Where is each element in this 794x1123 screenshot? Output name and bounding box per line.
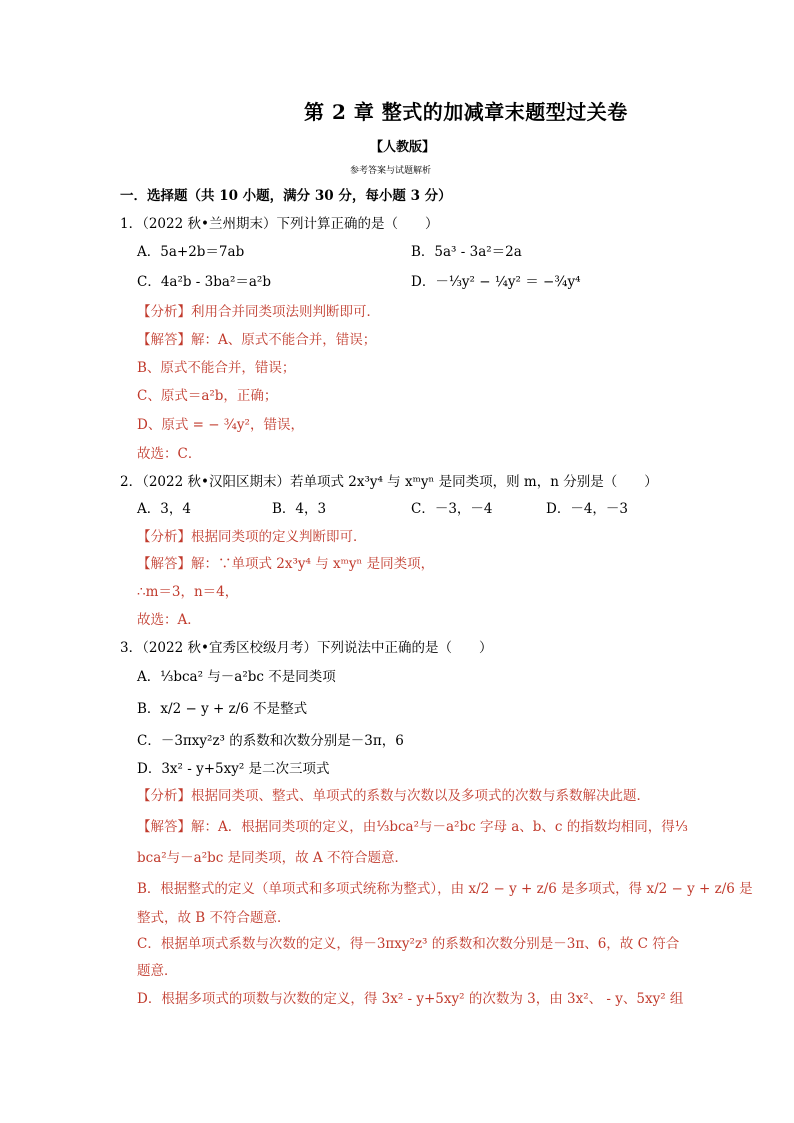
answer-tag: 【解答】 [137, 556, 191, 572]
question-3-option-c: C．－3πxy²z³ 的系数和次数分别是－3π，6 [137, 733, 404, 749]
question-2-choice: 故选：A． [137, 612, 201, 628]
answer-tag: 【解答】 [137, 819, 191, 835]
question-3-answer-line-5: C．根据单项式系数与次数的定义，得－3πxy²z³ 的系数和次数分别是－3π、6，故 C 符合 [137, 936, 680, 952]
question-3-answer [137, 815, 688, 835]
question-2-option-d: D．－4，－3 [546, 501, 629, 517]
document-subtitle: 参考答案与试题解析 [350, 166, 432, 176]
document-title: 第 2 章 整式的加减章末题型过关卷 [304, 100, 628, 124]
question-2-answer-line-2: ∴m＝3，n＝4， [137, 584, 239, 600]
question-1-analysis [137, 300, 380, 320]
answer-text: 解：A、原式不能合并，错误； [191, 332, 377, 348]
question-2-answer [137, 552, 434, 572]
question-1-choice: 故选：C． [137, 446, 202, 462]
analysis-text: 根据同类项、整式、单项式的系数与次数以及多项式的次数与系数解决此题． [191, 788, 650, 804]
question-2-option-c: C．－3，－4 [411, 501, 493, 517]
question-3-option-a: A．⅓bca² 与－a²bc 不是同类项 [137, 669, 336, 685]
question-1-answer-line-2: B、原式不能合并，错误； [137, 360, 296, 376]
question-3-answer-line-3: B．根据整式的定义（单项式和多项式统称为整式），由 x/2 − y + z/6 是多项式，得 x/2 − y + z/6 是 [137, 881, 753, 897]
question-3-stem: 3．（2022 秋•宜秀区校级月考）下列说法中正确的是（ ） [120, 640, 493, 656]
question-3-option-b: B．x/2 − y + z/6 不是整式 [137, 701, 308, 717]
question-1-answer-line-3: C、原式＝a²b，正确； [137, 388, 278, 404]
question-2-stem: 2．（2022 秋•汉阳区期末）若单项式 2x³y⁴ 与 xᵐyⁿ 是同类项，则 m，n 分别是（ ） [120, 474, 658, 490]
question-1-stem: 1．（2022 秋•兰州期末）下列计算正确的是（ ） [120, 216, 439, 232]
question-3-analysis [137, 784, 650, 804]
answer-text: 解：A．根据同类项的定义，由⅓bca²与－a²bc 字母 a、b、c 的指数均相同，得⅓ [191, 819, 688, 835]
analysis-tag: 【分析】 [137, 304, 191, 320]
analysis-tag: 【分析】 [137, 788, 191, 804]
question-2-option-a: A．3，4 [137, 501, 191, 517]
question-1-option-d: D．－⅓y² − ¼y² ＝ −¾y⁴ [411, 274, 581, 290]
question-3-answer-line-2: bca²与－a²bc 是同类项，故 A 不符合题意． [137, 850, 408, 866]
question-1-option-a: A．5a+2b＝7ab [137, 244, 245, 260]
question-1-option-b: B．5a³ - 3a²＝2a [411, 244, 522, 260]
question-3-answer-line-7: D．根据多项式的项数与次数的定义，得 3x² - y+5xy² 的次数为 3，由 3x²、 - y、5xy² 组 [137, 991, 684, 1007]
analysis-tag: 【分析】 [137, 529, 191, 545]
question-3-answer-line-6: 题意． [137, 963, 178, 979]
question-2-analysis [137, 525, 367, 545]
answer-tag: 【解答】 [137, 332, 191, 348]
question-2-option-b: B．4，3 [272, 501, 327, 517]
question-3-option-d: D．3x² - y+5xy² 是二次三项式 [137, 761, 330, 777]
question-1-answer [137, 328, 376, 348]
edition-label: 【人教版】 [370, 140, 436, 155]
answer-text: 解：∵单项式 2x³y⁴ 与 xᵐyⁿ 是同类项， [191, 556, 435, 572]
question-1-answer-line-4: D、原式 = − ¾y²，错误， [137, 417, 304, 433]
section-heading: 一．选择题（共 10 小题，满分 30 分，每小题 3 分） [120, 188, 452, 204]
question-1-option-c: C．4a²b - 3ba²＝a²b [137, 274, 271, 290]
analysis-text: 根据同类项的定义判断即可． [191, 529, 367, 545]
question-3-answer-line-4: 整式，故 B 不符合题意． [137, 910, 291, 926]
analysis-text: 利用合并同类项法则判断即可． [191, 304, 380, 320]
